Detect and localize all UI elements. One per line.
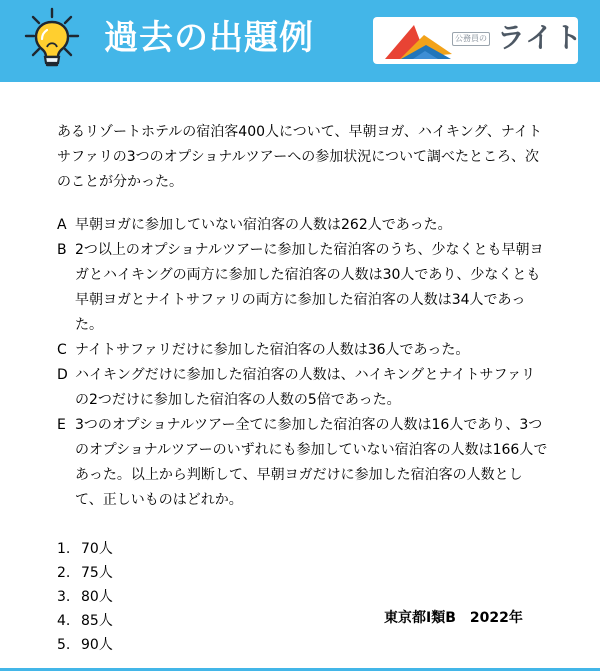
question-body	[57, 120, 549, 657]
choice-text: 85人	[81, 613, 113, 629]
condition-text: 2つ以上のオプショナルツアーに参加した宿泊客のうち、少なくとも早朝ヨガとハイキングの両方に参加した宿泊客の人数は30人であり、少なくとも早朝ヨガとナイトサファリの両方に参加した宿泊客の人数は34人であった。	[75, 242, 544, 333]
choice-number: 2.	[57, 565, 71, 581]
choice-text: 75人	[81, 565, 113, 581]
choice-text: 90人	[81, 637, 113, 653]
conditions-list	[57, 213, 549, 513]
condition-text: 早朝ヨガに参加していない宿泊客の人数は262人であった。	[75, 217, 452, 233]
exam-source: 東京都Ⅰ類B 2022年	[384, 610, 523, 626]
condition-b	[57, 238, 549, 338]
question-intro: あるリゾートホテルの宿泊客400人について、早朝ヨガ、ハイキング、ナイトサファリの3つのオプショナルツアーへの参加状況について調べたところ、次のことが分かった。	[57, 124, 542, 190]
header-banner	[0, 0, 600, 82]
condition-text: ナイトサファリだけに参加した宿泊客の人数は36人であった。	[75, 342, 470, 358]
choice-text: 80人	[81, 589, 113, 605]
condition-label: C	[57, 342, 67, 358]
site-logo	[373, 17, 584, 64]
condition-label: A	[57, 217, 67, 233]
condition-c	[57, 338, 549, 363]
condition-d	[57, 363, 549, 413]
choice-number: 5.	[57, 637, 71, 653]
condition-text: 3つのオプショナルツアー全てに参加した宿泊客の人数は16人であり、3つのオプショナルツアーのいずれにも参加していない宿泊客の人数は166人であった。以上から判断して、早朝ヨガだけに参加した宿泊客の人数として、正しいものはどれか。	[75, 417, 548, 508]
answer-choice-2	[57, 561, 217, 585]
page-title: 過去の出題例	[104, 18, 314, 58]
triangle-logo-icon	[381, 21, 453, 63]
condition-e	[57, 413, 549, 513]
answer-choice-1	[57, 537, 217, 561]
condition-label: E	[57, 417, 66, 433]
logo-subtext: 公務員の	[452, 32, 490, 46]
condition-label: B	[57, 242, 67, 258]
choice-number: 4.	[57, 613, 71, 629]
answer-choice-5	[57, 633, 217, 657]
condition-a	[57, 213, 549, 238]
choice-number: 3.	[57, 589, 71, 605]
answer-choices	[57, 537, 217, 657]
condition-text: ハイキングだけに参加した宿泊客の人数は、ハイキングとナイトサファリの2つだけに参加した宿泊客の人数の5倍であった。	[75, 367, 536, 408]
condition-label: D	[57, 367, 68, 383]
logo-text: ライト	[497, 21, 584, 54]
choice-text: 70人	[81, 541, 113, 557]
answer-choice-4	[57, 609, 217, 633]
choice-number: 1.	[57, 541, 71, 557]
answer-choice-3	[57, 585, 217, 609]
lightbulb-icon	[18, 4, 86, 72]
